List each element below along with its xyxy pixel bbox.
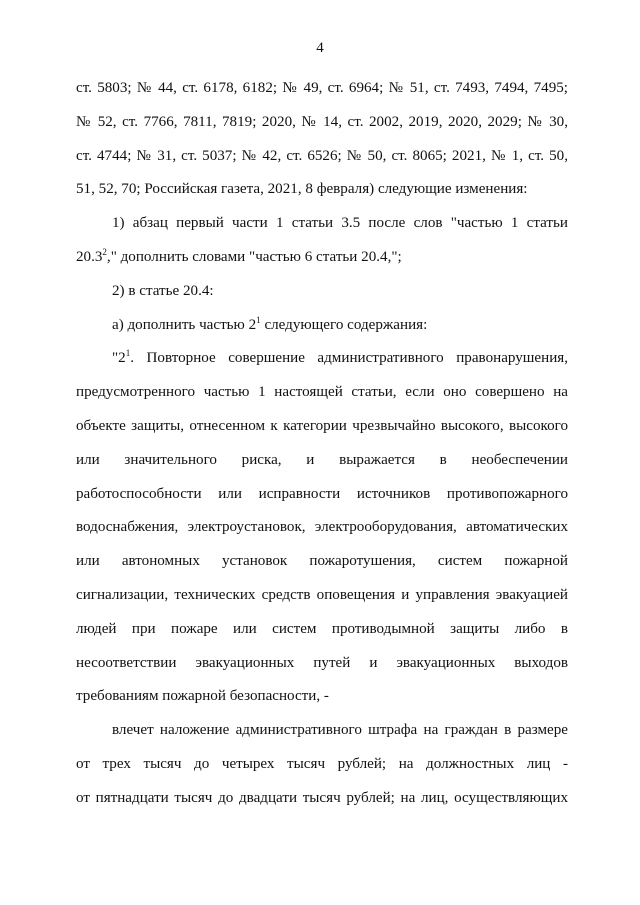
text-line <box>76 342 568 376</box>
item-1-text-post: ," дополнить словами "частью 6 статьи 20.4,"; <box>106 248 402 265</box>
penalty-paragraph <box>76 714 568 815</box>
superscript: 1 <box>125 348 131 359</box>
text-line: людей при пожаре или систем противодымной защиты либо в <box>76 620 568 637</box>
text-line <box>76 241 568 275</box>
superscript: 1 <box>256 314 261 325</box>
item-2a-paragraph <box>76 309 568 343</box>
text-line: или значительного риска, и выражается в необеспечении <box>76 451 568 468</box>
text-line: 2) в статье 20.4: <box>112 282 214 299</box>
text-line: объекте защиты, отнесенном к категории чрезвычайно высокого, высокого <box>76 417 568 434</box>
page-number: 4 <box>316 40 324 56</box>
text-line: ст. 5803; № 44, ст. 6178, 6182; № 49, ст. 6964; № 51, ст. 7493, 7494, 7495; <box>76 80 568 96</box>
item-2a-text-pre: а) дополнить частью 2 <box>112 316 257 333</box>
text-line: требованиям пожарной безопасности, - <box>76 688 329 705</box>
quote-text-pre: "2 <box>112 350 126 367</box>
document-body <box>76 72 568 816</box>
text-line: влечет наложение административного штрафа на граждан в размере <box>112 722 568 739</box>
text-line: от трех тысяч до четырех тысяч рублей; на должностных лиц - <box>76 755 568 772</box>
text-line <box>76 309 568 343</box>
text-line: ст. 4744; № 31, ст. 5037; № 42, ст. 6526; № 50, ст. 8065; 2021, № 1, ст. 50, <box>76 147 568 164</box>
text-line: водоснабжения, электроустановок, электрооборудования, автоматических <box>76 519 568 536</box>
quote-text-post: . Повторное совершение административного правонарушения, <box>130 350 568 367</box>
text-line: 1) абзац первый части 1 статьи 3.5 после слов "частью 1 статьи <box>112 215 568 232</box>
text-line: предусмотренного частью 1 настоящей статьи, если оно совершено на <box>76 384 568 401</box>
text-line: от пятнадцати тысяч до двадцати тысяч рублей; на лиц, осуществляющих <box>76 789 568 806</box>
text-line: или автономных установок пожаротушения, систем пожарной <box>76 553 568 570</box>
text-line: работоспособности или исправности источников противопожарного <box>76 485 568 502</box>
text-line: сигнализации, технических средств оповещения и управления эвакуацией <box>76 586 568 603</box>
quote-paragraph <box>76 342 568 714</box>
text-line: несоответствии эвакуационных путей и эвакуационных выходов <box>76 654 568 671</box>
superscript: 2 <box>102 246 107 257</box>
intro-paragraph <box>76 72 568 207</box>
text-line: 51, 52, 70; Российская газета, 2021, 8 февраля) следующие изменения: <box>76 181 528 198</box>
text-line: № 52, ст. 7766, 7811, 7819; 2020, № 14, ст. 2002, 2019, 2020, 2029; № 30, <box>76 113 568 130</box>
item-2a-text-post: следующего содержания: <box>260 316 428 333</box>
item-1-text-pre: 20.3 <box>76 248 103 265</box>
item-2-paragraph <box>76 275 568 309</box>
item-1-paragraph <box>76 207 568 275</box>
